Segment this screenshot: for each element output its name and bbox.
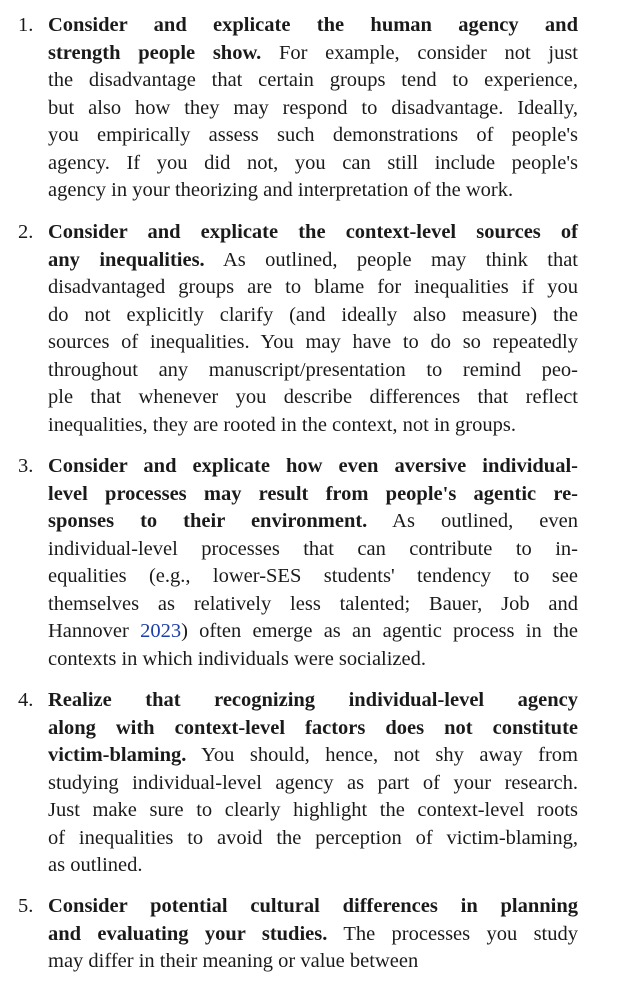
body-text: agency in your theorizing and interpretation of the work. bbox=[48, 179, 514, 201]
text-line bbox=[48, 852, 578, 880]
text-line bbox=[48, 770, 578, 798]
bold-heading-text: sponses to their environment. bbox=[48, 510, 368, 532]
text-line bbox=[48, 274, 578, 302]
body-text: individual-level processes that can contribute to in- bbox=[48, 537, 578, 560]
text-line bbox=[48, 563, 578, 591]
item-text bbox=[48, 12, 578, 205]
bold-heading-text: level processes may result from people's agentic re- bbox=[48, 482, 578, 505]
text-line bbox=[48, 508, 578, 536]
text-line bbox=[48, 40, 578, 68]
body-text: do not explicitly clarify (and ideally also measure) the bbox=[48, 303, 578, 326]
text-line bbox=[48, 687, 578, 715]
item-text bbox=[48, 687, 578, 880]
text-line bbox=[48, 412, 578, 440]
text-line bbox=[48, 825, 578, 853]
text-line bbox=[48, 453, 578, 481]
body-text: themselves as relatively less talented; Bauer, Job and bbox=[48, 592, 578, 615]
body-text: The processes you study bbox=[327, 922, 578, 945]
item-number: 5. bbox=[18, 895, 34, 917]
body-text: agency. If you did not, you can still include people's bbox=[48, 151, 578, 174]
body-text: of inequalities to avoid the perception of victim-blaming, bbox=[48, 826, 578, 849]
bold-heading-text: strength people show. bbox=[48, 41, 262, 64]
item-number: 3. bbox=[18, 455, 34, 477]
text-line bbox=[48, 948, 578, 976]
item-number: 2. bbox=[18, 221, 34, 243]
text-line bbox=[48, 329, 578, 357]
text-line bbox=[48, 150, 578, 178]
body-text: may differ in their meaning or value between bbox=[48, 950, 419, 972]
body-text: you empirically assess such demonstrations of people's bbox=[48, 124, 578, 146]
text-line bbox=[48, 618, 578, 646]
bold-heading-text: Realize that recognizing individual-level agency bbox=[48, 689, 578, 711]
bold-heading-text: victim-blaming. bbox=[48, 744, 187, 766]
bold-heading-text: along with context-level factors does not constitute bbox=[48, 716, 578, 739]
text-line bbox=[48, 302, 578, 330]
text-line bbox=[48, 12, 578, 40]
body-text: As outlined, people may think that bbox=[204, 248, 578, 271]
text-line bbox=[48, 177, 578, 205]
body-text: ) often emerge as an agentic process in the bbox=[181, 620, 578, 642]
bold-heading-text: Consider and explicate the human agency and bbox=[48, 14, 578, 36]
item-text bbox=[48, 453, 578, 673]
body-text: contexts in which individuals were socialized. bbox=[48, 647, 427, 670]
text-line bbox=[48, 357, 578, 385]
body-text: Just make sure to clearly highlight the context-level roots bbox=[48, 799, 578, 821]
text-line bbox=[48, 67, 578, 95]
body-text: sources of inequalities. You may have to do so repeatedly bbox=[48, 331, 578, 353]
text-line bbox=[48, 797, 578, 825]
text-line bbox=[48, 481, 578, 509]
body-text: disadvantaged groups are to blame for inequalities if you bbox=[48, 276, 578, 298]
text-line bbox=[48, 646, 578, 674]
bold-heading-text: Consider and explicate the context-level sources of bbox=[48, 221, 578, 243]
text-line bbox=[48, 921, 578, 949]
citation-link[interactable]: 2023 bbox=[140, 620, 182, 642]
body-text: studying individual-level agency as part of your research. bbox=[48, 771, 578, 794]
text-line bbox=[48, 536, 578, 564]
text-line bbox=[48, 95, 578, 123]
text-line bbox=[48, 247, 578, 275]
bold-heading-text: Consider potential cultural differences in planning bbox=[48, 895, 578, 917]
body-text: inequalities, they are rooted in the context, not in groups. bbox=[48, 413, 516, 436]
text-line bbox=[48, 893, 578, 921]
body-text: the disadvantage that certain groups tend to experience, bbox=[48, 69, 578, 91]
item-number: 4. bbox=[18, 689, 34, 711]
body-text: equalities (e.g., lower-SES students' tendency to see bbox=[48, 565, 578, 587]
body-text: For example, consider not just bbox=[261, 41, 578, 64]
text-line bbox=[48, 122, 578, 150]
bold-heading-text: and evaluating your studies. bbox=[48, 922, 328, 945]
item-text bbox=[48, 893, 578, 976]
body-text: As outlined, even bbox=[367, 510, 578, 532]
body-text: ple that whenever you describe differences that reflect bbox=[48, 386, 578, 408]
body-text: Hannover bbox=[48, 620, 141, 642]
body-text: throughout any manuscript/presentation to remind peo- bbox=[48, 358, 578, 381]
body-text: as outlined. bbox=[48, 854, 143, 876]
text-line bbox=[48, 384, 578, 412]
body-text: You should, hence, not shy away from bbox=[186, 744, 578, 766]
bold-heading-text: any inequalities. bbox=[48, 248, 205, 271]
text-line bbox=[48, 715, 578, 743]
bold-heading-text: Consider and explicate how even aversive individual- bbox=[48, 455, 578, 477]
text-line bbox=[48, 742, 578, 770]
text-line bbox=[48, 591, 578, 619]
item-number: 1. bbox=[18, 14, 34, 36]
body-text: but also how they may respond to disadvantage. Ideally, bbox=[48, 96, 578, 119]
text-line bbox=[48, 219, 578, 247]
item-text bbox=[48, 219, 578, 439]
